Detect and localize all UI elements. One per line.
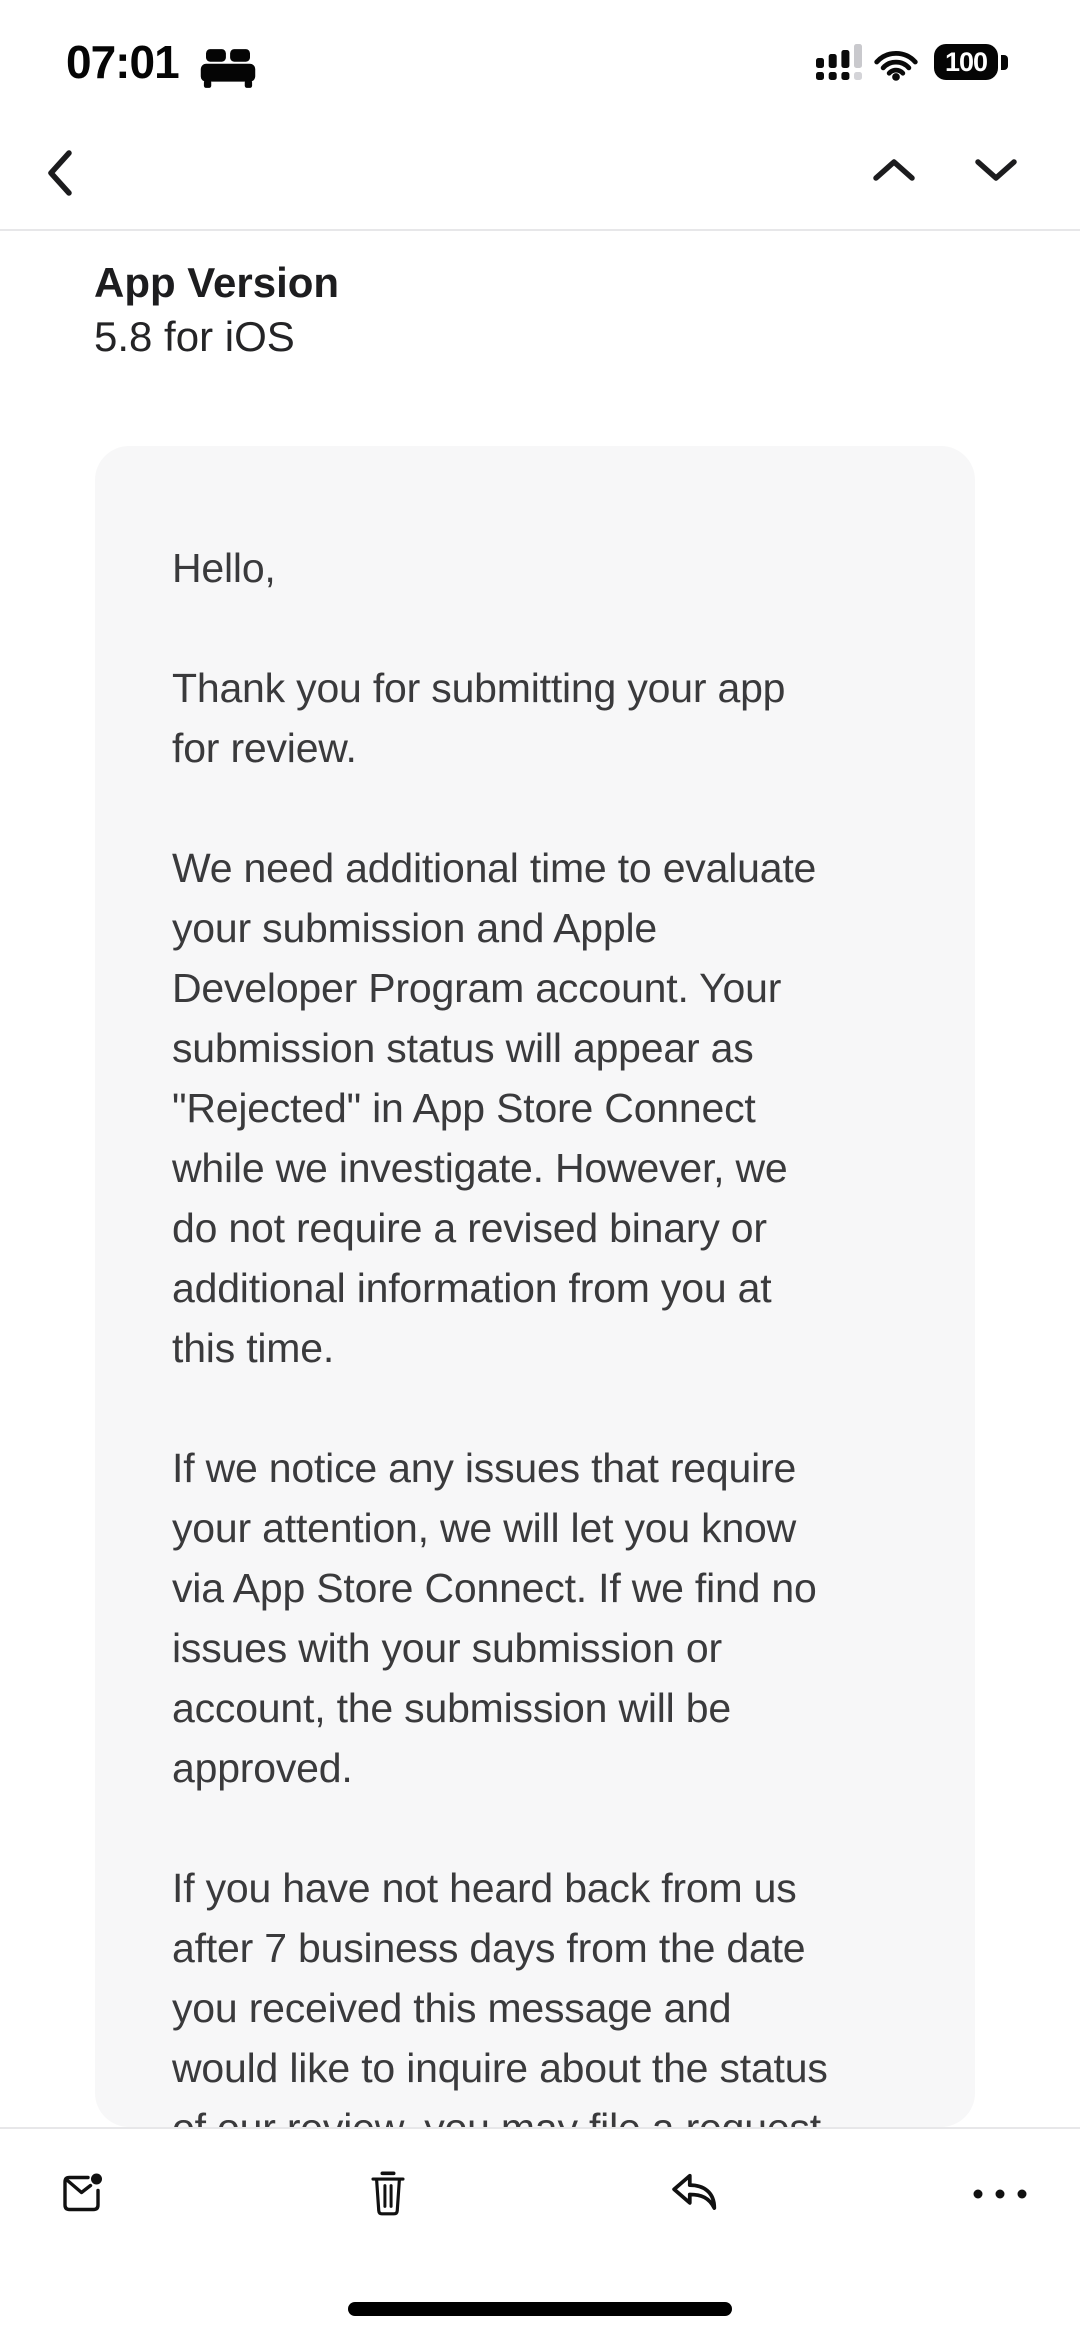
battery-nub: [1001, 55, 1008, 70]
chevron-up-icon: [872, 170, 916, 185]
email-text-line: would like to inquire about the status: [172, 2045, 828, 2091]
status-bar: [0, 0, 1080, 132]
email-paragraph: [172, 538, 903, 598]
cellular-signal-icon: [816, 42, 862, 87]
email-text-line: issues with your submission or: [172, 1625, 722, 1671]
email-text-line: Hello,: [172, 545, 276, 591]
envelope-unread-dot-icon: [56, 2205, 108, 2220]
next-message-button[interactable]: [974, 158, 1018, 185]
email-text-line: this time.: [172, 1325, 335, 1371]
email-text-line: your submission and Apple: [172, 905, 658, 951]
email-text-line: account, the submission will be: [172, 1685, 731, 1731]
reply-arrow-icon: [666, 2206, 724, 2221]
email-text-line: for review.: [172, 725, 357, 771]
email-text-line: additional information from you at: [172, 1265, 772, 1311]
delete-button[interactable]: [366, 2167, 410, 2224]
email-text-line: approved.: [172, 1745, 353, 1791]
message-subtitle: 5.8 for iOS: [94, 313, 295, 360]
status-time: 07:01: [66, 36, 179, 88]
ellipsis-icon: [972, 2188, 1028, 2203]
trash-icon: [366, 2209, 410, 2224]
mail-nav-bar: [0, 132, 1080, 231]
email-body-card: [95, 446, 975, 2127]
email-text-line: you received this message and: [172, 1985, 732, 2031]
back-button[interactable]: [42, 148, 78, 201]
email-text-line: via App Store Connect. If we find no: [172, 1565, 817, 1611]
message-header: [94, 256, 339, 364]
email-paragraph: [172, 1858, 903, 2158]
email-text-line: while we investigate. However, we: [172, 1145, 788, 1191]
email-text-line: your attention, we will let you know: [172, 1505, 797, 1551]
mark-unread-button[interactable]: [56, 2171, 108, 2220]
wifi-icon: [872, 46, 920, 87]
message-scroll-area[interactable]: [0, 446, 1080, 2127]
reply-button[interactable]: [666, 2170, 724, 2221]
email-text-line: do not require a revised binary or: [172, 1205, 767, 1251]
email-text-line: Developer Program account. Your: [172, 965, 782, 1011]
chevron-left-icon: [42, 186, 78, 201]
email-paragraph: [172, 838, 903, 1378]
home-indicator[interactable]: [348, 2302, 732, 2316]
email-text-line: "Rejected" in App Store Connect: [172, 1085, 756, 1131]
email-paragraph: [172, 658, 903, 778]
previous-message-button[interactable]: [872, 158, 916, 185]
email-text-line: after 7 business days from the date: [172, 1925, 806, 1971]
email-text-line: We need additional time to evaluate: [172, 845, 817, 891]
message-title: App Version: [94, 259, 340, 306]
battery-icon: [934, 44, 998, 80]
email-text-line: submission status will appear as: [172, 1025, 754, 1071]
email-text-line: Thank you for submitting your app: [172, 665, 786, 711]
email-text-line: If we notice any issues that require: [172, 1445, 797, 1491]
sleep-focus-bed-icon: [198, 46, 258, 95]
email-text-line: If you have not heard back from us: [172, 1865, 797, 1911]
email-paragraph: [172, 1438, 903, 1798]
nav-divider: [0, 229, 1080, 231]
chevron-down-icon: [974, 170, 1018, 185]
more-actions-button[interactable]: [972, 2188, 1028, 2203]
battery-percent: 100: [944, 46, 988, 77]
